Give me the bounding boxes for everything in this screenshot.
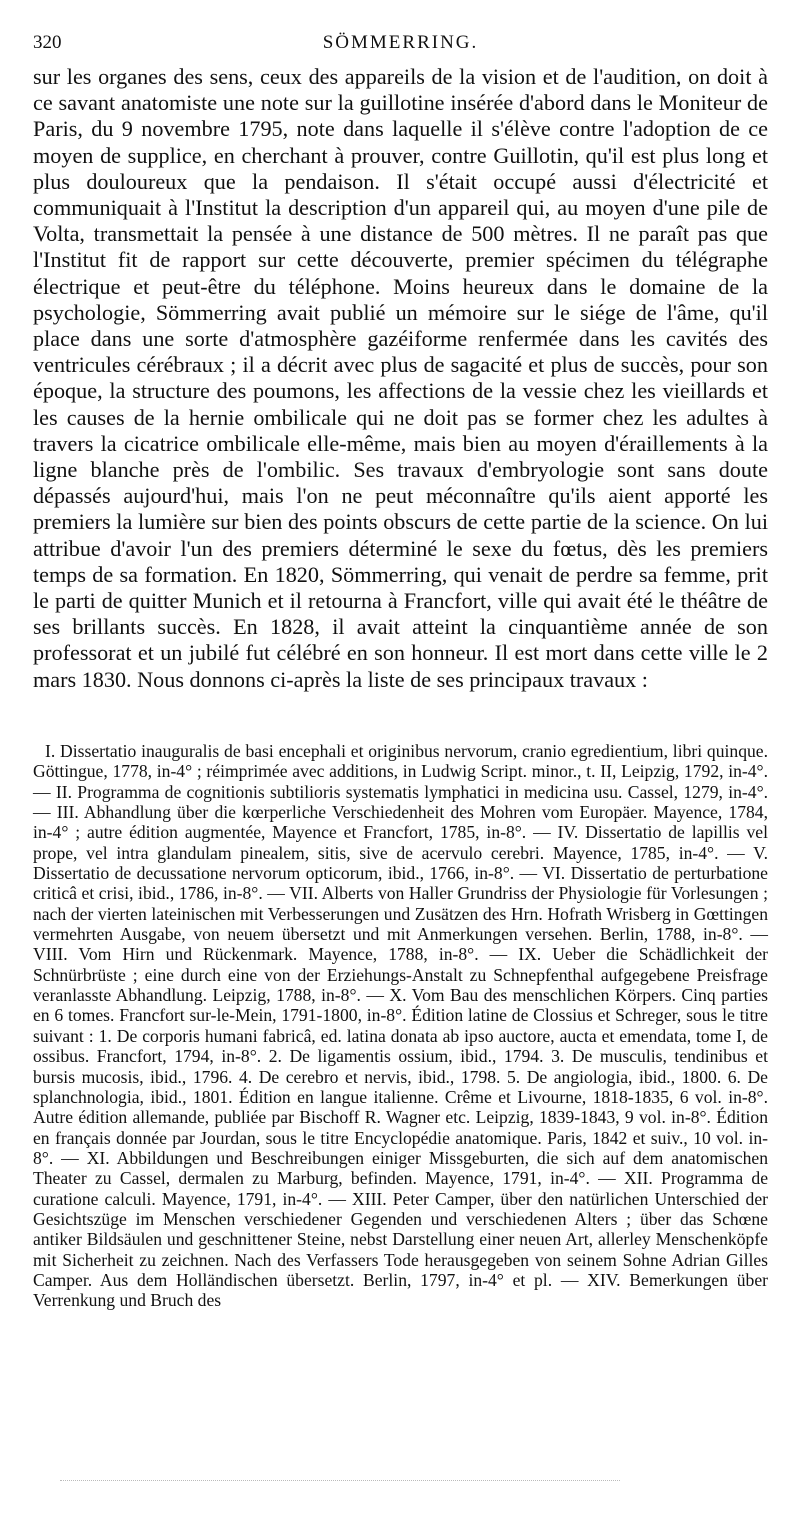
running-title: SÖMMERRING.	[322, 32, 479, 53]
bibliography-paragraph: I. Dissertatio inauguralis de basi encephali et originibus nervorum, cranio egredientium, libri quinque. Göttingue, 1778, in-4° ; réimprimée avec additions, in Ludwig Script. minor., t. II, Leipzig, 1792, in-4°. — II. Programma de cognitionis subtilioris systematis lymphatici in medicina usu. Cassel, 1279, in-4°. — III. Abhandlung über die kœrperliche Verschiedenheit des Mohren vom Europäer. Mayence, 1784, in-4° ; autre édition augmentée, Mayence et Francfort, 1785, in-8°. — IV. Dissertatio de lapillis vel prope, vel intra glandulam pinealem, sitis, sive de acervulo cerebri. Mayence, 1785, in-4°. — V. Dissertatio de decussatione nervorum opticorum, ibid., 1766, in-8°. — VI. Dissertatio de perturbatione criticâ et crisi, ibid., 1786, in-8°. — VII. Alberts von Haller Grundriss der Physiologie für Vorlesungen ; nach der vierten lateinischen mit Verbesserungen und Zusätzen des Hrn. Hofrath Wrisberg in Gœttingen vermehrten Ausgabe, von neuem übersetzt und mit Anmerkungen versehen. Berlin, 1788, in-8°. — VIII. Vom Hirn und Rückenmark. Mayence, 1788, in-8°. — IX. Ueber die Schädlichkeit der Schnürbrüste ; eine durch eine von der Erziehungs-Anstalt zu Schnepfenthal aufgegebene Preisfrage veranlasste Abhandlung. Leipzig, 1788, in-8°. — X. Vom Bau des menschlichen Körpers. Cinq parties en 6 tomes. Francfort sur-le-Mein, 1791-1800, in-8°. Édition latine de Clossius et Schreger, sous le titre suivant : 1. De corporis humani fabricâ, ed. latina donata ab ipso auctore, aucta et emendata, tome I, de ossibus. Francfort, 1794, in-8°. 2. De ligamentis ossium, ibid., 1794. 3. De musculis, tendinibus et bursis mucosis, ibid., 1796. 4. De cerebro et nervis, ibid., 1798. 5. De angiologia, ibid., 1800. 6. De splanchnologia, ibid., 1801. Édition en langue italienne. Crême et Livourne, 1818-1835, 6 vol. in-8°. Autre édition allemande, publiée par Bischoff R. Wagner etc. Leipzig, 1839-1843, 9 vol. in-8°. Édition en français donnée par Jourdan, sous le titre Encyclopédie anatomique. Paris, 1842 et suiv., 10 vol. in-8°. — XI. Abbildungen und Beschreibungen einiger Missgeburten, die sich auf dem anatomischen Theater zu Cassel, dermalen zu Marburg, befinden. Mayence, 1791, in-4°. — XII. Programma de curatione calculi. Mayence, 1791, in-4°. — XIII. Peter Camper, über den natürlichen Unterschied der Gesichtszüge im Menschen verschiedener Gegenden und verschiedenen Alters ; über das Schœne antiker Bildsäulen und geschnittener Steine, nebst Darstellung einer neuen Art, allerley Menschenköpfe mit Sicherheit zu zeichnen. Nach des Verfassers Tode herausgegeben von seinem Sohne Adrian Gilles Camper. Aus dem Holländischen übersetzt. Berlin, 1797, in-4° et pl. — XIV. Bemerkungen über Verrenkung und Bruch des	[33, 741, 768, 1311]
page-bottom-mark	[60, 1480, 620, 1484]
bibliography-notes	[33, 741, 768, 1311]
page-header	[33, 28, 768, 58]
body-paragraph: sur les organes des sens, ceux des appareils de la vision et de l'audition, on doit à ce savant anatomiste une note sur la guillotine insérée d'abord dans le Moniteur de Paris, du 9 novembre 1795, note dans laquelle il s'élève contre l'adoption de ce moyen de supplice, en cherchant à prouver, contre Guillotin, qu'il est plus long et plus douloureux que la pendaison. Il s'était occupé aussi d'électricité et communiquait à l'Institut la description d'un appareil qui, au moyen d'une pile de Volta, transmettait la pensée à une distance de 500 mètres. Il ne paraît pas que l'Institut fit de rapport sur cette découverte, premier spécimen du télégraphe électrique et peut-être du téléphone. Moins heureux dans le domaine de la psychologie, Sömmerring avait publié un mémoire sur le siége de l'âme, qu'il place dans une sorte d'atmosphère gazéiforme renfermée dans les cavités des ventricules cérébraux ; il a décrit avec plus de sagacité et plus de succès, pour son époque, la structure des poumons, les affections de la vessie chez les vieillards et les causes de la hernie ombilicale qui ne doit pas se former chez les adultes à travers la cicatrice ombilicale elle-même, mais bien au moyen d'éraillements à la ligne blanche près de l'ombilic. Ses travaux d'embryologie sont sans doute dépassés aujourd'hui, mais l'on ne peut méconnaître qu'ils aient apporté les premiers la lumière sur bien des points obscurs de cette partie de la science. On lui attribue d'avoir l'un des premiers déterminé le sexe du fœtus, dès les premiers temps de sa formation. En 1820, Sömmerring, qui venait de perdre sa femme, prit le parti de quitter Munich et il retourna à Francfort, ville qui avait été le théâtre de ses brillants succès. En 1828, il avait atteint la cinquantième année de son professorat et un jubilé fut célébré en son honneur. Il est mort dans cette ville le 2 mars 1830. Nous donnons ci-après la liste de ses principaux travaux :	[33, 64, 768, 692]
body-text-block	[33, 64, 768, 693]
page-number: 320	[33, 32, 62, 53]
